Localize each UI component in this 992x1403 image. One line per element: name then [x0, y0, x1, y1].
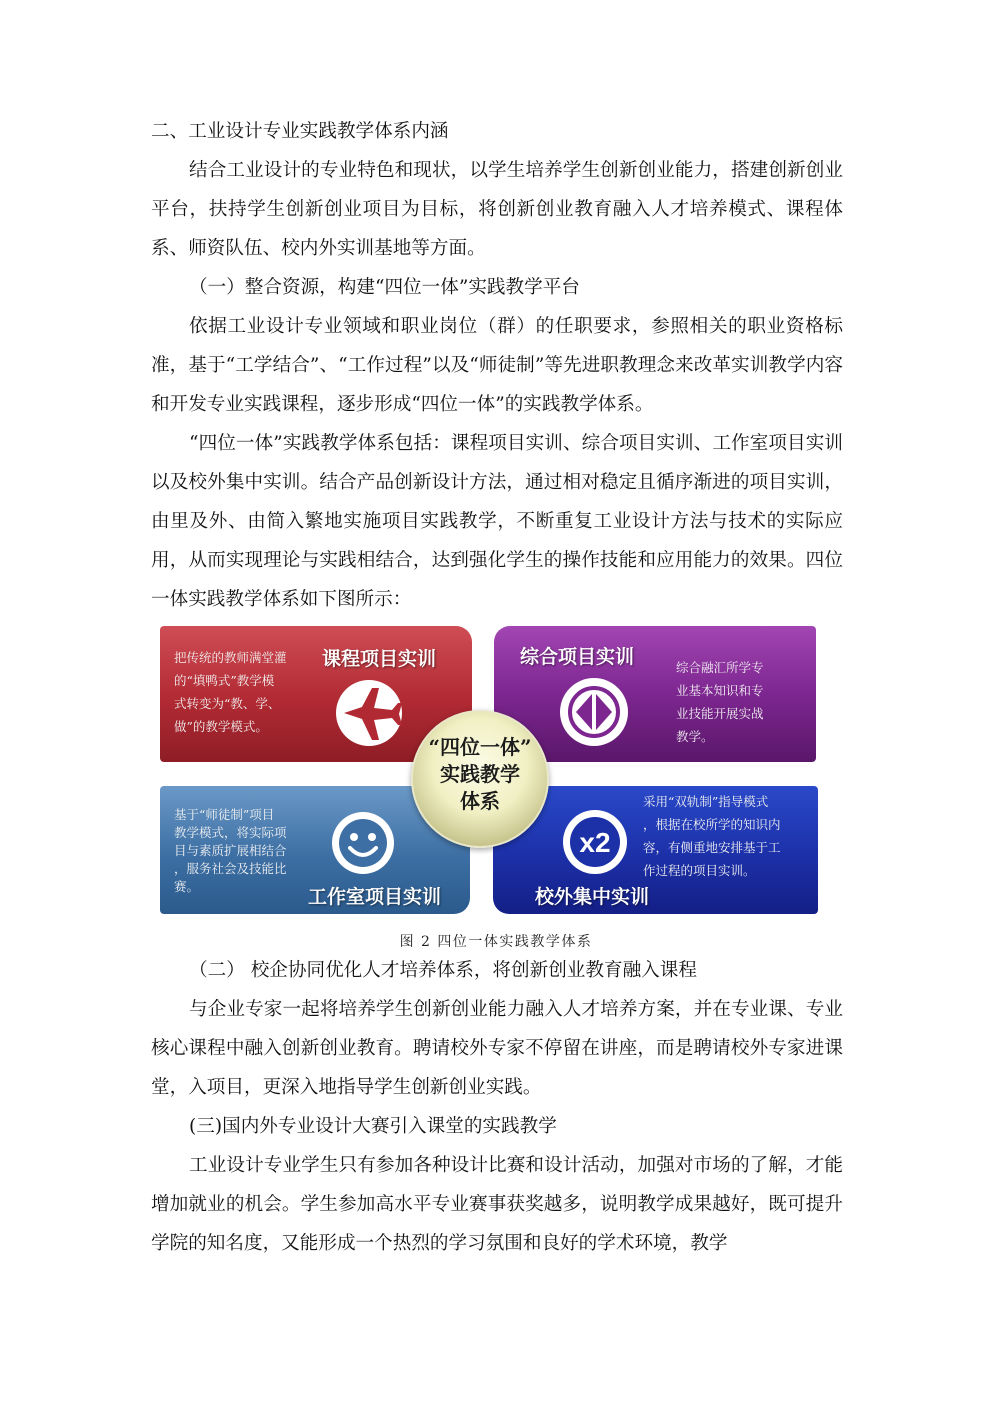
section-heading: 二、工业设计专业实践教学体系内涵	[151, 121, 449, 142]
arrows-icon	[556, 674, 632, 750]
four-in-one-diagram	[157, 624, 819, 916]
quadrant-title: 综合项目实训	[520, 646, 635, 668]
svg-text:x2: x2	[579, 827, 611, 858]
center-circle	[411, 710, 549, 848]
quadrant-title: 工作室项目实训	[308, 886, 442, 908]
quadrant-title: 校外集中实训	[535, 886, 650, 908]
quadrant-desc: 基于“师徒制”项目 教学模式，将实际项 目与素质扩展相结合 ，服务社会及技能比 赛。	[174, 807, 287, 894]
part1-heading: （一）整合资源，构建“四位一体”实践教学平台	[189, 277, 580, 298]
airplane-icon	[332, 676, 406, 750]
lower-text	[151, 951, 843, 1263]
quadrant-desc: 采用“双轨制”指导模式 ，根据在校所学的知识内 容，有侧重地安排基于工 作过程的项目实训。	[643, 794, 781, 878]
section-intro: 结合工业设计的专业特色和现状，以学生培养学生创新创业能力，搭建创新创业平台，扶持学生创新创业项目为目标，将创新创业教育融入人才培养模式、课程体系、师资队伍、校内外实训基地等方面。	[151, 160, 843, 259]
part1-paragraph-2: “四位一体”实践教学体系包括：课程项目实训、综合项目实训、工作室项目实训以及校外集中实训。结合产品创新设计方法，通过相对稳定且循序渐进的项目实训，由里及外、由简入繁地实施项目实践教学，不断重复工业设计方法与技术的实际应用，从而实现理论与实践相结合，达到强化学生的操作技能和应用能力的效果。四位一体实践教学体系如下图所示：	[151, 433, 843, 610]
part2-heading: （二） 校企协同优化人才培养体系，将创新创业教育融入课程	[189, 960, 697, 981]
x2-icon	[559, 806, 631, 878]
part1-paragraph-1: 依据工业设计专业领域和职业岗位（群）的任职要求，参照相关的职业资格标准，基于“工学结合”、“工作过程”以及“师徒制”等先进职教理念来改革实训教学内容和开发专业实践课程，逐步形成“四位一体”的实践教学体系。	[151, 316, 843, 415]
quadrant-title: 课程项目实训	[322, 648, 437, 670]
part3-heading: (三)国内外专业设计大赛引入课堂的实践教学	[189, 1116, 557, 1137]
part2-paragraph-1: 与企业专家一起将培养学生创新创业能力融入人才培养方案，并在专业课、专业核心课程中融入创新创业教育。聘请校外专家不停留在讲座，而是聘请校外专家进课堂，入项目，更深入地指导学生创新创业实践。	[151, 999, 843, 1098]
quadrant-desc: 把传统的教师满堂灌 的“填鸭式”教学模 式转变为“教、学、 做”的教学模式。	[174, 650, 287, 734]
figure-caption: 图 2 四位一体实践教学体系	[399, 934, 593, 950]
part3-paragraph-1: 工业设计专业学生只有参加各种设计比赛和设计活动，加强对市场的了解，才能增加就业的机会。学生参加高水平专业赛事获奖越多，说明教学成果越好，既可提升学院的知名度，又能形成一个热烈的学习氛围和良好的学术环境，教学	[151, 1155, 843, 1254]
quadrant-desc: 综合融汇所学专 业基本知识和专 业技能开展实战 教学。	[676, 660, 764, 744]
center-label: “四位一体” 实践教学 体系	[428, 735, 532, 813]
upper-text	[151, 112, 843, 619]
smiley-icon	[328, 808, 398, 878]
